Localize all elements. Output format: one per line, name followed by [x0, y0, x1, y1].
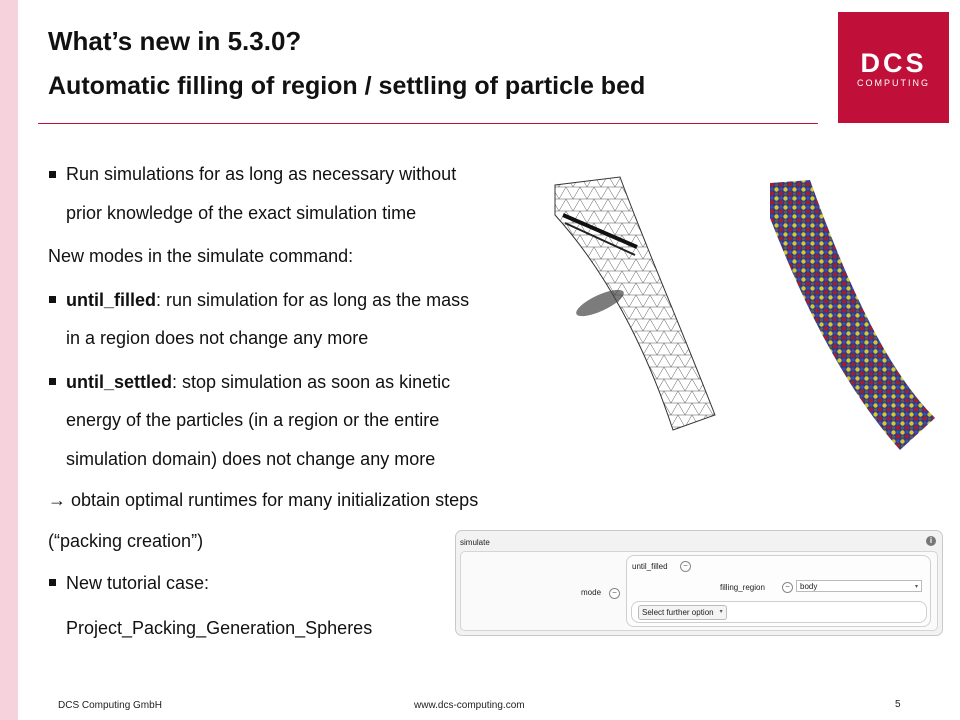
modes-intro: New modes in the simulate command: [48, 246, 354, 266]
slide-subtitle: Automatic filling of region / settling of particle bed [48, 72, 646, 100]
mode-remove-button[interactable]: − [609, 588, 620, 599]
mode-label: mode [581, 588, 602, 597]
panel-title: simulate [460, 538, 490, 547]
until-filled-remove-button[interactable]: − [680, 561, 691, 572]
runtime-note: → obtain optimal runtimes for many initialization steps [48, 490, 479, 510]
until-settled-keyword: until_settled [66, 372, 173, 392]
logo-text-computing: COMPUTING [857, 78, 930, 88]
until-filled-item [66, 290, 469, 311]
until-filled-desc: : run simulation for as long as the mass [156, 290, 470, 310]
simulate-command-panel [455, 530, 943, 636]
runtime-note-continued: (“packing creation”) [48, 531, 204, 551]
further-option-label: Select further option [642, 608, 714, 617]
further-option-box [631, 601, 927, 623]
info-icon[interactable]: i [926, 536, 936, 546]
bullet-marker [49, 378, 56, 385]
mesh-geometry-image [545, 175, 725, 435]
tutorial-case-name: Project_Packing_Generation_Spheres [66, 618, 373, 638]
chevron-down-icon: ▾ [914, 584, 918, 590]
bullet-text: Run simulations for as long as necessary without [66, 164, 457, 184]
until-filled-desc-continued: in a region does not change any more [66, 328, 369, 348]
filling-region-label: filling_region [720, 583, 765, 592]
filling-region-remove-button[interactable]: − [782, 582, 793, 593]
bullet-marker [49, 171, 56, 178]
bullet-text-continued: prior knowledge of the exact simulation time [66, 203, 417, 223]
filling-region-select[interactable] [796, 580, 922, 592]
chevron-down-icon: ▾ [719, 609, 723, 615]
until-settled-item [66, 372, 450, 393]
bullet-marker [49, 579, 56, 586]
until-settled-desc: : stop simulation as soon as kinetic [172, 372, 451, 392]
slide-title: What’s new in 5.3.0? [48, 26, 302, 56]
until-filled-keyword: until_filled [66, 290, 156, 310]
filling-region-value: body [800, 582, 818, 591]
page-number: 5 [895, 699, 901, 710]
panel-body [460, 551, 938, 631]
footer-url[interactable]: www.dcs-computing.com [414, 700, 525, 711]
logo-text-dcs: DCS [860, 48, 927, 78]
until-filled-label: until_filled [632, 562, 668, 571]
select-further-option-dropdown[interactable] [638, 605, 727, 620]
tutorial-item: New tutorial case: [66, 573, 210, 593]
mode-options-box [626, 555, 931, 627]
title-divider [38, 123, 818, 124]
bullet-marker [49, 296, 56, 303]
particle-bed-image [765, 178, 940, 453]
until-settled-desc-continued: energy of the particles (in a region or the entire [66, 410, 440, 430]
footer-company: DCS Computing GmbH [58, 700, 162, 711]
dcs-logo [838, 12, 949, 123]
left-accent-bar [0, 0, 18, 720]
until-settled-desc-continued: simulation domain) does not change any more [66, 449, 436, 469]
